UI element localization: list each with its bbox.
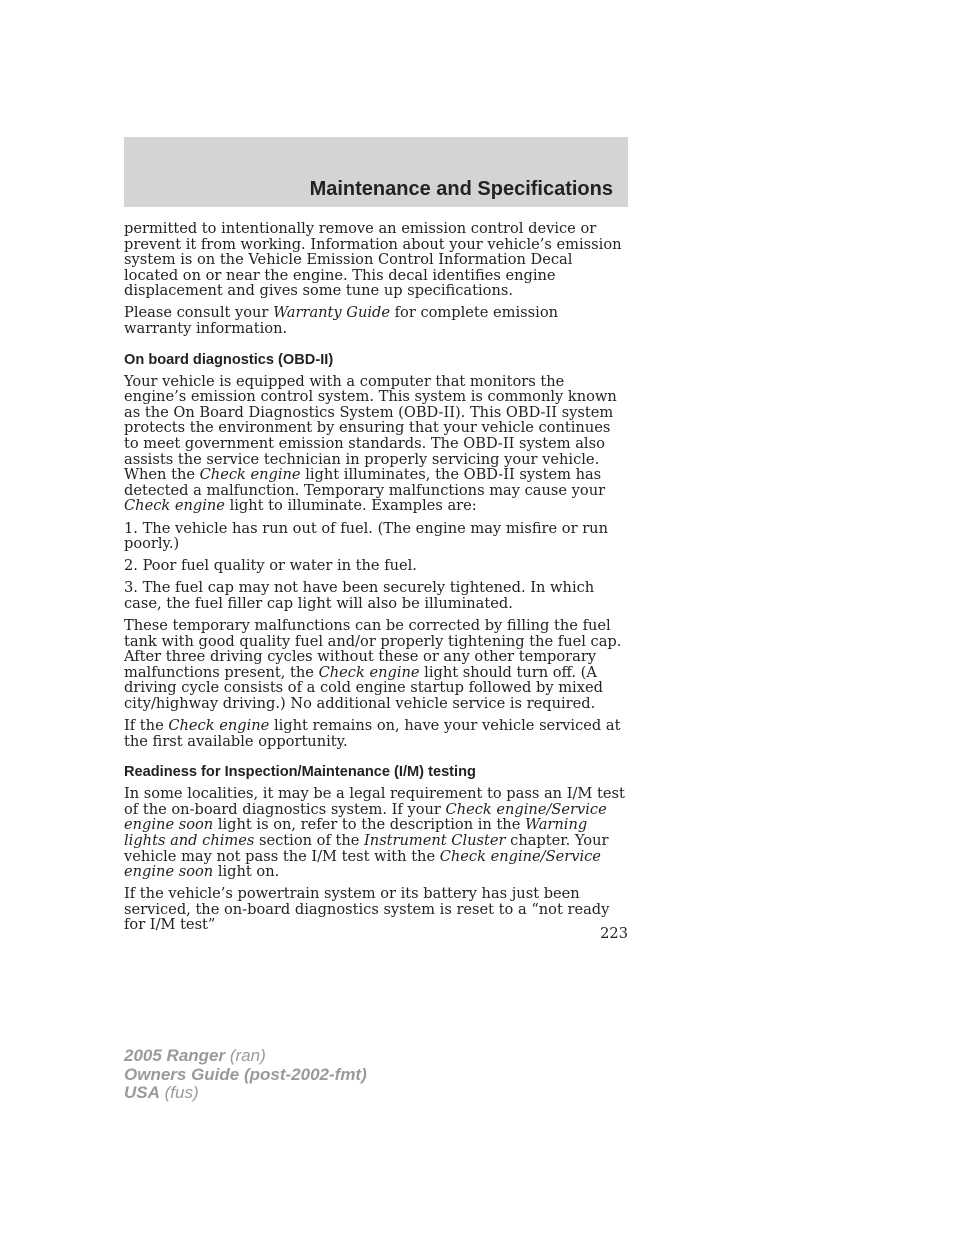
- section-header-band: [124, 137, 628, 207]
- paragraph-warranty: Please consult your Warranty Guide for complete emission warranty information.: [124, 304, 558, 338]
- paragraph-temporary-malfunctions: These temporary malfunctions can be corrected by filling the fuel tank with good quality fuel and/or properly tightening the fuel cap. After three driving cycles without these or any other temporary malfunctions present, the Check engine light should turn off. (A driving cycle consists of a cold engine startup followed by mixed city/highway driving.) No additional vehicle service is required.: [124, 616, 622, 712]
- footer-line-market: USA (fus): [124, 1083, 199, 1102]
- warranty-guide-ref: Warranty Guide: [273, 304, 390, 322]
- section-title: Maintenance and Specifications: [309, 178, 613, 200]
- page-content: [124, 221, 628, 940]
- paragraph-powertrain-reset: If the vehicle’s powertrain system or its battery has just been serviced, the on-board diagnostics system is reset to a “not ready for I/M test”: [124, 885, 610, 934]
- list-item-fuel-quality: 2. Poor fuel quality or water in the fuel.: [124, 557, 417, 575]
- list-item-fuel-cap: 3. The fuel cap may not have been securely tightened. In which case, the fuel filler cap light will also be illuminated.: [124, 579, 595, 612]
- page-number: 223: [600, 925, 628, 942]
- footer-line-model: 2005 Ranger (ran): [124, 1046, 266, 1065]
- footer-line-guide: Owners Guide (post-2002-fmt): [124, 1064, 367, 1084]
- paragraph-emission-decal: permitted to intentionally remove an emission control device or prevent it from working. Information about your vehicle’s emission system is on the Vehicle Emission Control Information Decal located on or near the engine. This decal identifies engine displacement and gives some tune up specifications.: [124, 220, 622, 300]
- paragraph-check-engine-remains: If the Check engine light remains on, have your vehicle serviced at the first available opportunity.: [124, 717, 621, 750]
- heading-im-testing: Readiness for Inspection/Maintenance (I/M) testing: [124, 764, 476, 781]
- list-item-fuel-out: 1. The vehicle has run out of fuel. (The engine may misfire or run poorly.): [124, 519, 608, 553]
- paragraph-im-test: In some localities, it may be a legal requirement to pass an I/M test of the on-board diagnostics system. If your Check engine/Service engine soon light is on, refer to the description in the Warning lights and chimes section of the Instrument Cluster chapter. Your vehicle may not pass the I/M test with the Check engine/Service engine soon light on.: [124, 785, 625, 881]
- document-footer: [124, 1047, 367, 1103]
- paragraph-obd-intro: Your vehicle is equipped with a computer that monitors the engine’s emission control system. This system is commonly known as the On Board Diagnostics System (OBD-II). This OBD-II system protects the environment by ensuring that your vehicle continues to meet government emission standards. The OBD-II system also assists the service technician in properly servicing your vehicle. When the Check engine light illuminates, the OBD-II system has detected a malfunction. Temporary malfunctions may cause your Check engine light to illuminate. Examples are:: [124, 372, 617, 515]
- heading-obd: On board diagnostics (OBD-II): [124, 351, 334, 368]
